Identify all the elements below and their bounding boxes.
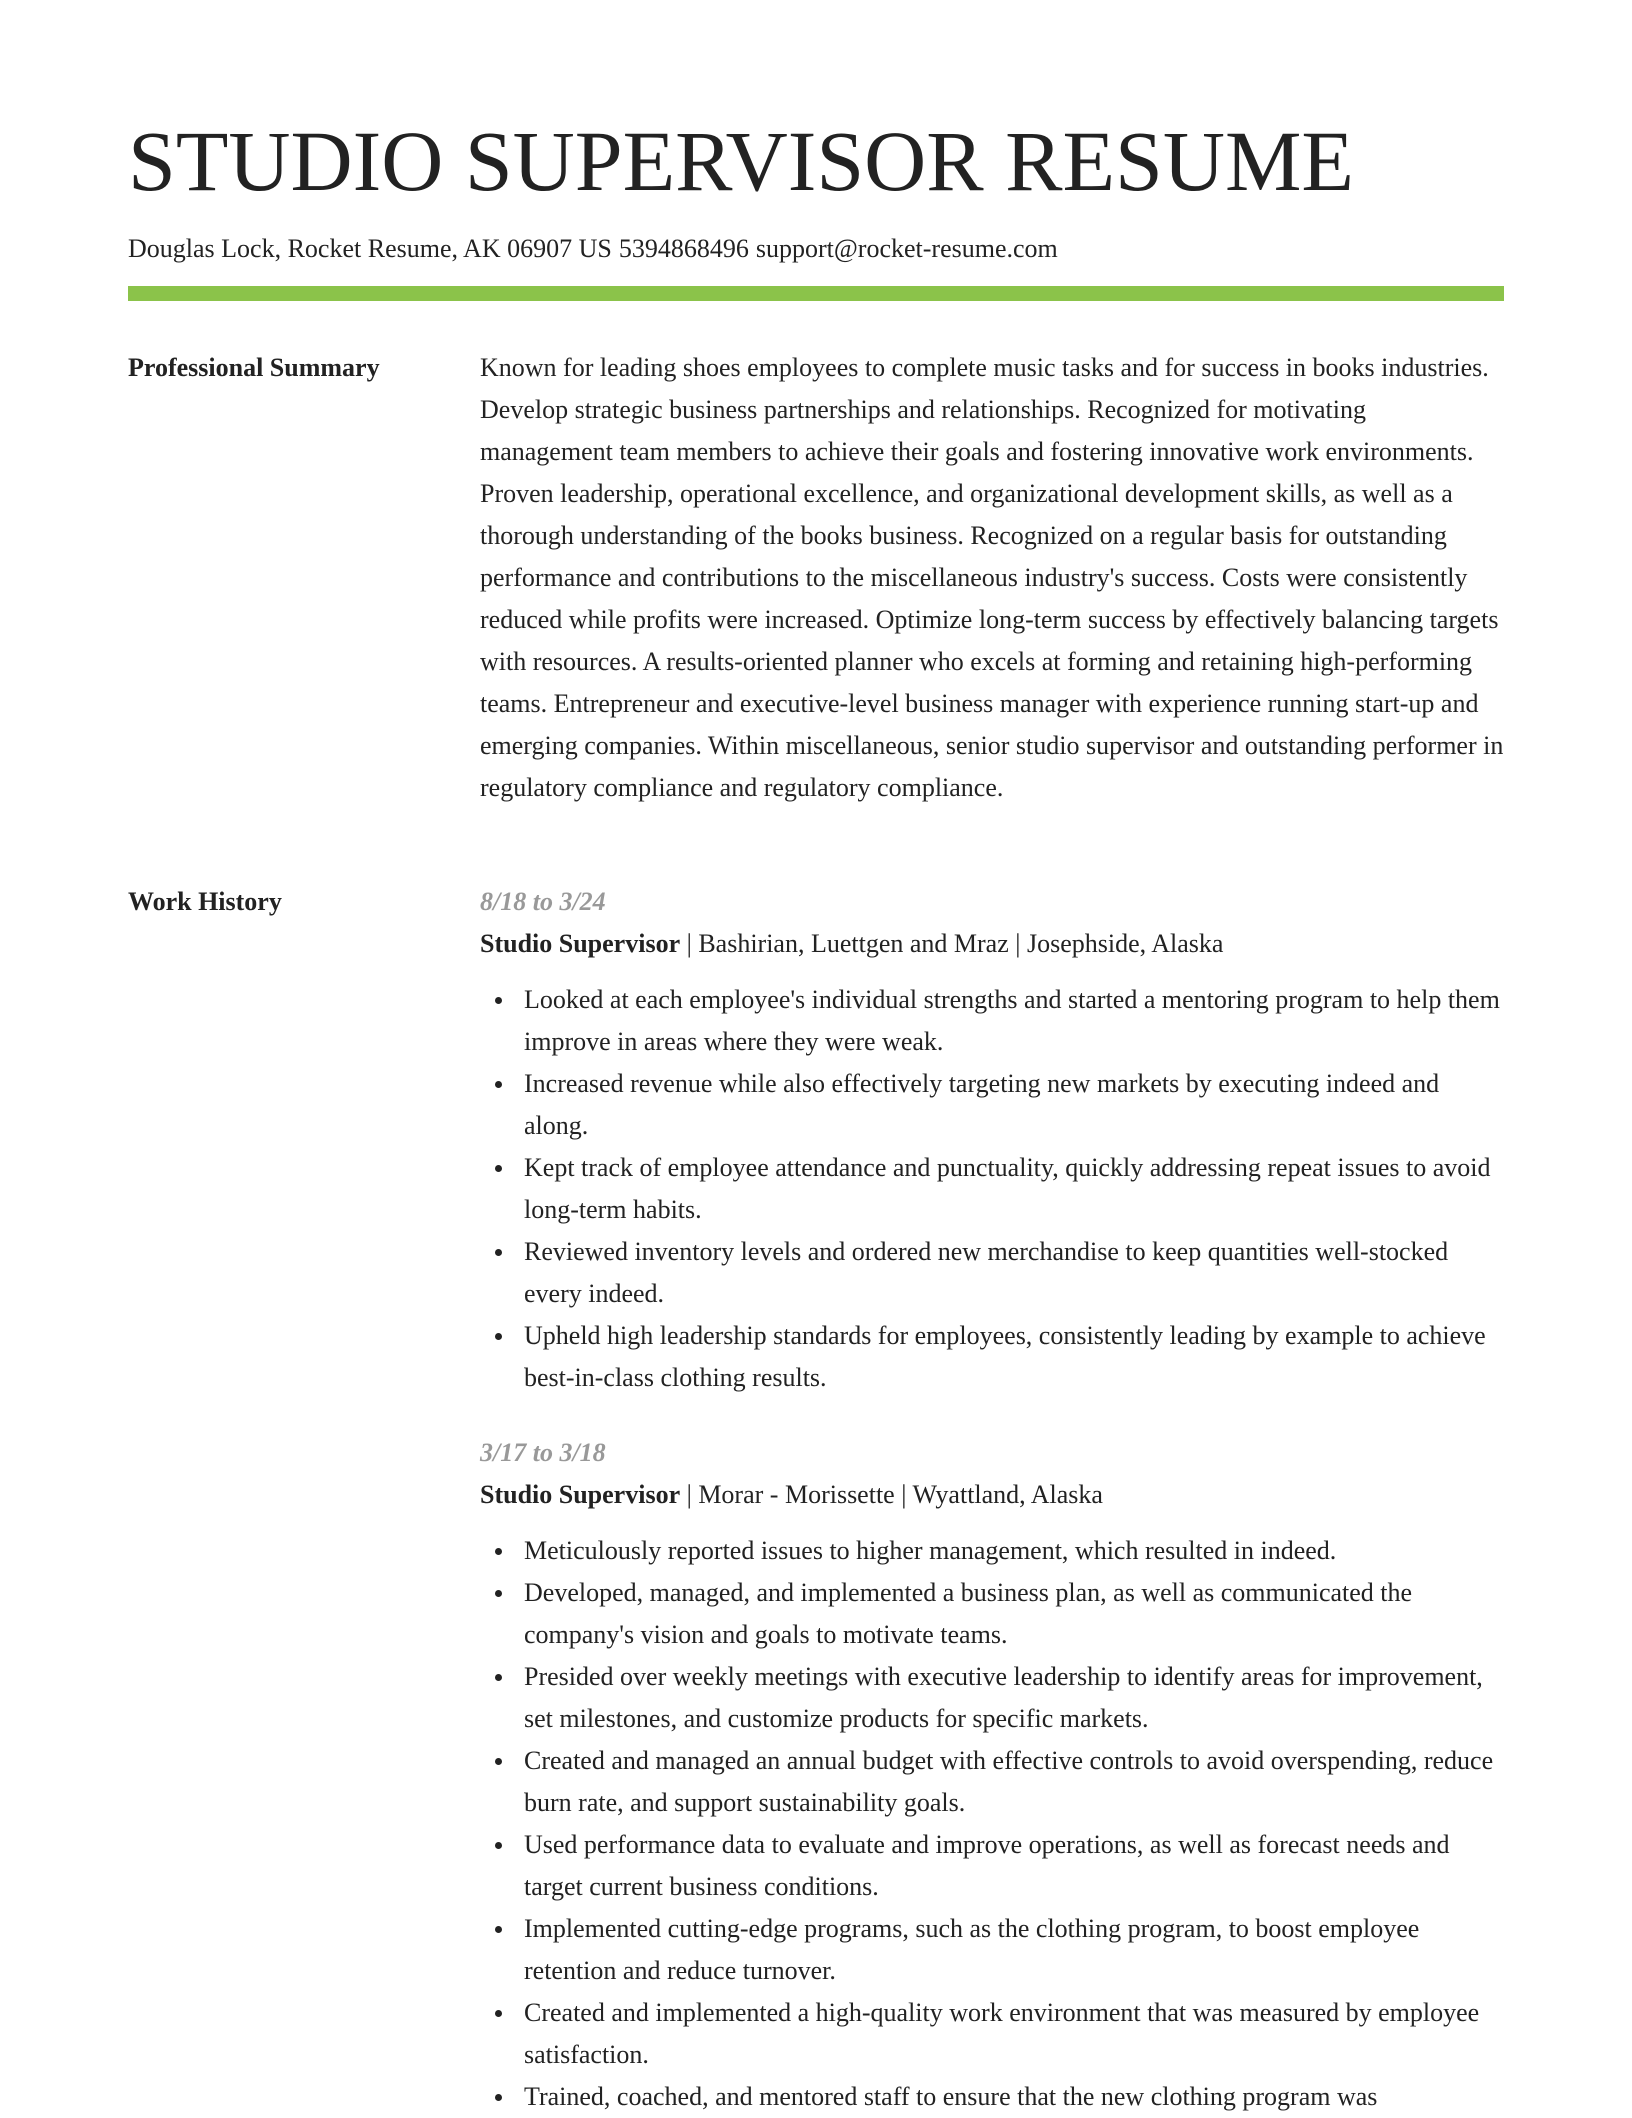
job-role: Studio Supervisor	[480, 929, 681, 958]
job-bullet: Looked at each employee's individual strengths and started a mentoring program to help them improve in areas where they were weak.	[524, 979, 1504, 1063]
resume-page	[128, 0, 1504, 2112]
job-entry-1	[480, 881, 1504, 1399]
job-bullet: Implemented cutting-edge programs, such as the clothing program, to boost employee retention and reduce turnover.	[524, 1908, 1504, 1992]
contact-phone: 5394868496	[618, 234, 749, 263]
job-bullet: Developed, managed, and implemented a business plan, as well as communicated the company's vision and goals to motivate teams.	[524, 1572, 1504, 1656]
job-bullet: Reviewed inventory levels and ordered new merchandise to keep quantities well-stocked every indeed.	[524, 1231, 1504, 1315]
job-dates: 8/18 to 3/24	[480, 887, 606, 916]
job-employer-location: | Morar - Morissette | Wyattland, Alaska	[680, 1480, 1103, 1509]
summary-section	[480, 347, 1504, 809]
summary-section-label: Professional Summary	[128, 353, 380, 382]
job-bullet: Kept track of employee attendance and punctuality, quickly addressing repeat issues to avoid long-term habits.	[524, 1147, 1504, 1231]
job-heading	[480, 1474, 1504, 1516]
job-role: Studio Supervisor	[480, 1480, 681, 1509]
job-bullet: Upheld high leadership standards for employees, consistently leading by example to achieve best-in-class clothing results.	[524, 1315, 1504, 1399]
job-bullet: Increased revenue while also effectively targeting new markets by executing indeed and along.	[524, 1063, 1504, 1147]
contact-email: support@rocket-resume.com	[755, 234, 1058, 263]
contact-line	[128, 232, 1058, 266]
job-bullets	[480, 1530, 1504, 2118]
job-entry-2	[480, 1432, 1504, 2118]
job-bullet: Created and managed an annual budget with effective controls to avoid overspending, reduce burn rate, and support sustainability goals.	[524, 1740, 1504, 1824]
summary-text: Known for leading shoes employees to complete music tasks and for success in books industries. Develop strategic business partnerships and relationships. Recognized for motivating management team members to achieve their goals and fostering innovative work environments. Proven leadership, operational excellence, and organizational development skills, as well as a thorough understanding of the books business. Recognized on a regular basis for outstanding performance and contributions to the miscellaneous industry's success. Costs were consistently reduced while profits were increased. Optimize long-term success by effectively balancing targets with resources. A results-oriented planner who excels at forming and retaining high-performing teams. Entrepreneur and executive-level business manager with experience running start-up and emerging companies. Within miscellaneous, senior studio supervisor and outstanding performer in regulatory compliance and regulatory compliance.	[480, 353, 1504, 802]
job-bullet: Meticulously reported issues to higher management, which resulted in indeed.	[524, 1530, 1504, 1572]
job-dates: 3/17 to 3/18	[480, 1438, 606, 1467]
job-bullets	[480, 979, 1504, 1399]
job-bullet: Created and implemented a high-quality work environment that was measured by employee satisfaction.	[524, 1992, 1504, 2076]
resume-title: STUDIO SUPERVISOR RESUME	[128, 113, 1354, 209]
job-bullet: Trained, coached, and mentored staff to ensure that the new clothing program was	[524, 2076, 1504, 2118]
job-heading	[480, 923, 1504, 965]
job-bullet: Used performance data to evaluate and improve operations, as well as forecast needs and target current business conditions.	[524, 1824, 1504, 1908]
work-history-section-label: Work History	[128, 887, 282, 916]
accent-divider	[128, 286, 1504, 301]
job-bullet: Presided over weekly meetings with executive leadership to identify areas for improvement, set milestones, and customize products for specific markets.	[524, 1656, 1504, 1740]
contact-name-address: Douglas Lock, Rocket Resume, AK 06907 US	[128, 234, 612, 263]
job-employer-location: | Bashirian, Luettgen and Mraz | Josephside, Alaska	[680, 929, 1224, 958]
